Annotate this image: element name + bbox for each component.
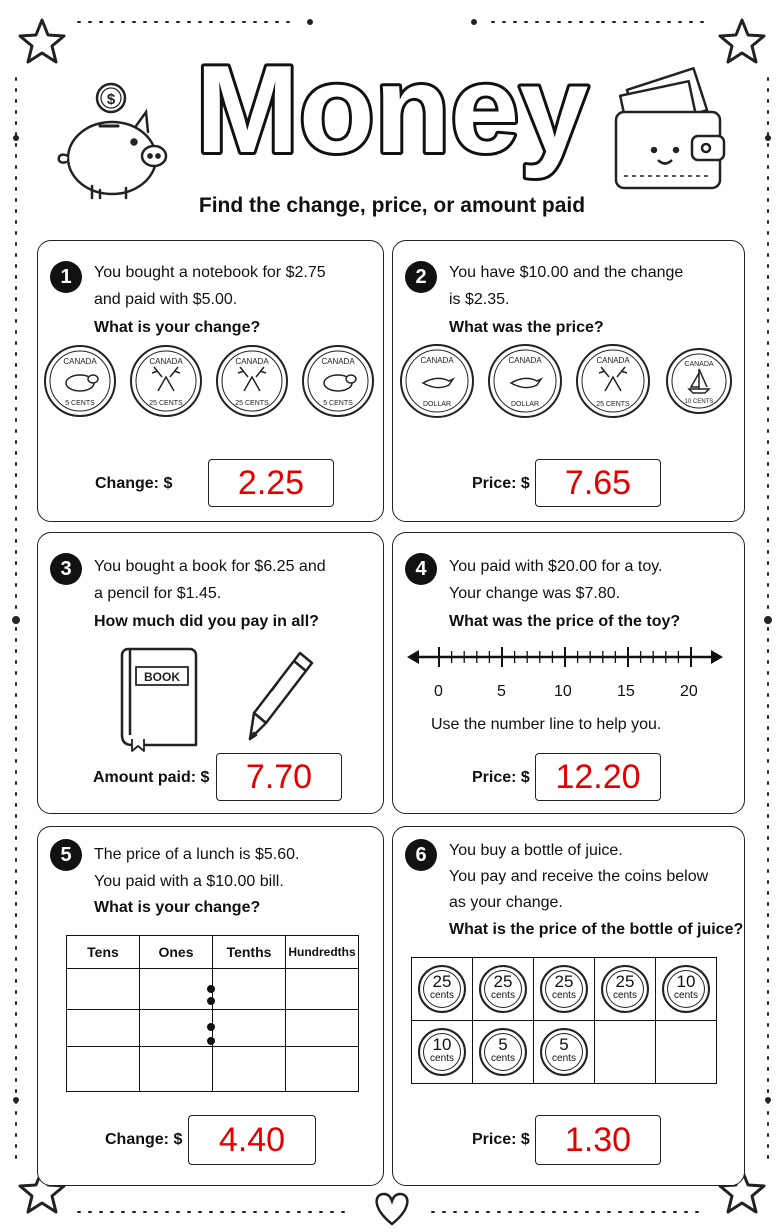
coin-row bbox=[42, 331, 380, 423]
pv-cell[interactable] bbox=[213, 1010, 286, 1047]
pv-cell[interactable] bbox=[286, 1047, 359, 1092]
problem-text-line: is $2.35. bbox=[449, 291, 510, 308]
coin-country: CANADA bbox=[420, 356, 454, 365]
coin-cell bbox=[534, 958, 595, 1021]
coin: 10 cents bbox=[418, 1028, 466, 1076]
problem-number: 1 bbox=[50, 261, 82, 293]
problem-question: What was the price? bbox=[449, 319, 604, 336]
coin-cell bbox=[534, 1021, 595, 1084]
coin-value: 5 CENTS bbox=[323, 400, 353, 407]
coin: 25 cents bbox=[601, 965, 649, 1013]
number-line-label: 15 bbox=[617, 683, 635, 700]
coin: 25 cents bbox=[418, 965, 466, 1013]
number-line-hint: Use the number line to help you. bbox=[431, 716, 662, 733]
number-line-label: 20 bbox=[680, 683, 698, 700]
answer-label: Change: $ bbox=[105, 1131, 183, 1148]
problem-question: What was the price of the toy? bbox=[449, 613, 681, 630]
number-line bbox=[403, 641, 733, 677]
coin-row bbox=[397, 331, 741, 423]
empty-cell bbox=[595, 1021, 656, 1084]
answer-box[interactable]: 12.20 bbox=[535, 753, 661, 801]
coin: 10 cents bbox=[662, 965, 710, 1013]
coin-country: CANADA bbox=[321, 357, 355, 366]
pv-header: Tenths bbox=[213, 936, 286, 969]
wallet-icon bbox=[616, 68, 724, 188]
problem-text-line: You bought a notebook for $2.75 bbox=[94, 264, 326, 281]
number-line-label: 0 bbox=[434, 683, 443, 700]
arrow-left-icon bbox=[407, 650, 419, 664]
pv-cell[interactable] bbox=[67, 1047, 140, 1092]
problem-card-2 bbox=[392, 240, 745, 522]
coin-country: CANADA bbox=[596, 356, 630, 365]
answer-label: Price: $ bbox=[472, 475, 530, 492]
answer-box[interactable]: 7.65 bbox=[535, 459, 661, 507]
coin-country: CANADA bbox=[684, 361, 714, 368]
pv-cell[interactable] bbox=[286, 969, 359, 1010]
problem-text-line: a pencil for $1.45. bbox=[94, 585, 222, 602]
problem-question: What is your change? bbox=[94, 319, 261, 336]
heart-icon bbox=[377, 1194, 408, 1224]
problem-text-line: Your change was $7.80. bbox=[449, 585, 621, 602]
problem-number: 5 bbox=[50, 839, 82, 871]
answer-label: Change: $ bbox=[95, 475, 173, 492]
answer-box[interactable]: 2.25 bbox=[208, 459, 334, 507]
coin-cell bbox=[412, 958, 473, 1021]
problem-card-6 bbox=[392, 826, 745, 1186]
book-icon bbox=[122, 649, 196, 751]
pv-cell[interactable] bbox=[67, 1010, 140, 1047]
coin-country: CANADA bbox=[508, 356, 542, 365]
problem-card-1 bbox=[37, 240, 384, 522]
coin-cell bbox=[473, 1021, 534, 1084]
page-subtitle: Find the change, price, or amount paid bbox=[198, 194, 586, 217]
problem-text-line: and paid with $5.00. bbox=[94, 291, 238, 308]
arrow-right-icon bbox=[711, 650, 723, 664]
answer-label: Price: $ bbox=[472, 769, 530, 786]
coin-cell bbox=[656, 958, 717, 1021]
problem-text-line: as your change. bbox=[449, 894, 563, 911]
coin-value: DOLLAR bbox=[510, 401, 540, 408]
problem-number: 2 bbox=[405, 261, 437, 293]
coin-value: 25 CENTS bbox=[596, 401, 630, 408]
answer-label: Amount paid: $ bbox=[93, 769, 210, 786]
coin-country: CANADA bbox=[235, 357, 269, 366]
coin-cell bbox=[412, 1021, 473, 1084]
coin-value: DOLLAR bbox=[422, 401, 452, 408]
decimal-point-dots bbox=[206, 983, 216, 1053]
answer-box[interactable]: 7.70 bbox=[216, 753, 342, 801]
coin: 25 cents bbox=[479, 965, 527, 1013]
pv-cell[interactable] bbox=[286, 1010, 359, 1047]
coin-value: 5 CENTS bbox=[65, 400, 95, 407]
coin-value: 25 CENTS bbox=[149, 400, 183, 407]
problem-card-3 bbox=[37, 532, 384, 814]
answer-box[interactable]: 1.30 bbox=[535, 1115, 661, 1165]
svg-text:$: $ bbox=[106, 91, 116, 108]
coin-cell bbox=[473, 958, 534, 1021]
problem-question: What is the price of the bottle of juice? bbox=[449, 921, 744, 938]
pv-header: Ones bbox=[140, 936, 213, 969]
coin-country: CANADA bbox=[63, 357, 97, 366]
coin-value: 25 CENTS bbox=[235, 400, 269, 407]
pencil-icon bbox=[250, 653, 312, 739]
problem-text-line: You paid with $20.00 for a toy. bbox=[449, 558, 663, 575]
problem-text-line: You paid with a $10.00 bill. bbox=[94, 873, 284, 890]
problem-text-line: The price of a lunch is $5.60. bbox=[94, 846, 300, 863]
pv-header: Hundredths bbox=[286, 936, 359, 969]
pv-cell[interactable] bbox=[140, 1047, 213, 1092]
problem-card-4 bbox=[392, 532, 745, 814]
problem-number: 3 bbox=[50, 553, 82, 585]
problem-number: 4 bbox=[405, 553, 437, 585]
problem-text-line: You bought a book for $6.25 and bbox=[94, 558, 326, 575]
coin-country: CANADA bbox=[149, 357, 183, 366]
coin: 5 cents bbox=[540, 1028, 588, 1076]
book-label: BOOK bbox=[144, 670, 180, 684]
number-line-label: 5 bbox=[497, 683, 506, 700]
piggy-bank-icon bbox=[59, 112, 166, 198]
answer-label: Price: $ bbox=[472, 1131, 530, 1148]
coin-value: 10 CENTS bbox=[684, 399, 714, 405]
coin-cell bbox=[595, 958, 656, 1021]
change-coin-grid bbox=[411, 957, 717, 1084]
pv-header: Tens bbox=[67, 936, 140, 969]
answer-box[interactable]: 4.40 bbox=[188, 1115, 316, 1165]
pv-cell[interactable] bbox=[213, 969, 286, 1010]
problem-text-line: You pay and receive the coins below bbox=[449, 868, 709, 885]
problem-card-5 bbox=[37, 826, 384, 1186]
problem-question: How much did you pay in all? bbox=[94, 613, 319, 630]
number-line-label: 10 bbox=[554, 683, 572, 700]
pv-cell[interactable] bbox=[213, 1047, 286, 1092]
problem-text-line: You buy a bottle of juice. bbox=[449, 842, 623, 859]
coin: 25 cents bbox=[540, 965, 588, 1013]
header-art bbox=[0, 0, 784, 200]
page-title: Money bbox=[195, 41, 589, 179]
pv-cell[interactable] bbox=[140, 969, 213, 1010]
pv-cell[interactable] bbox=[67, 969, 140, 1010]
problem-question: What is your change? bbox=[94, 899, 261, 916]
problem-number: 6 bbox=[405, 839, 437, 871]
problem-text-line: You have $10.00 and the change bbox=[449, 264, 684, 281]
coin: 5 cents bbox=[479, 1028, 527, 1076]
book-pencil-art bbox=[108, 643, 328, 753]
pv-cell[interactable] bbox=[140, 1010, 213, 1047]
dollar-coin-icon bbox=[97, 84, 125, 112]
empty-cell bbox=[656, 1021, 717, 1084]
